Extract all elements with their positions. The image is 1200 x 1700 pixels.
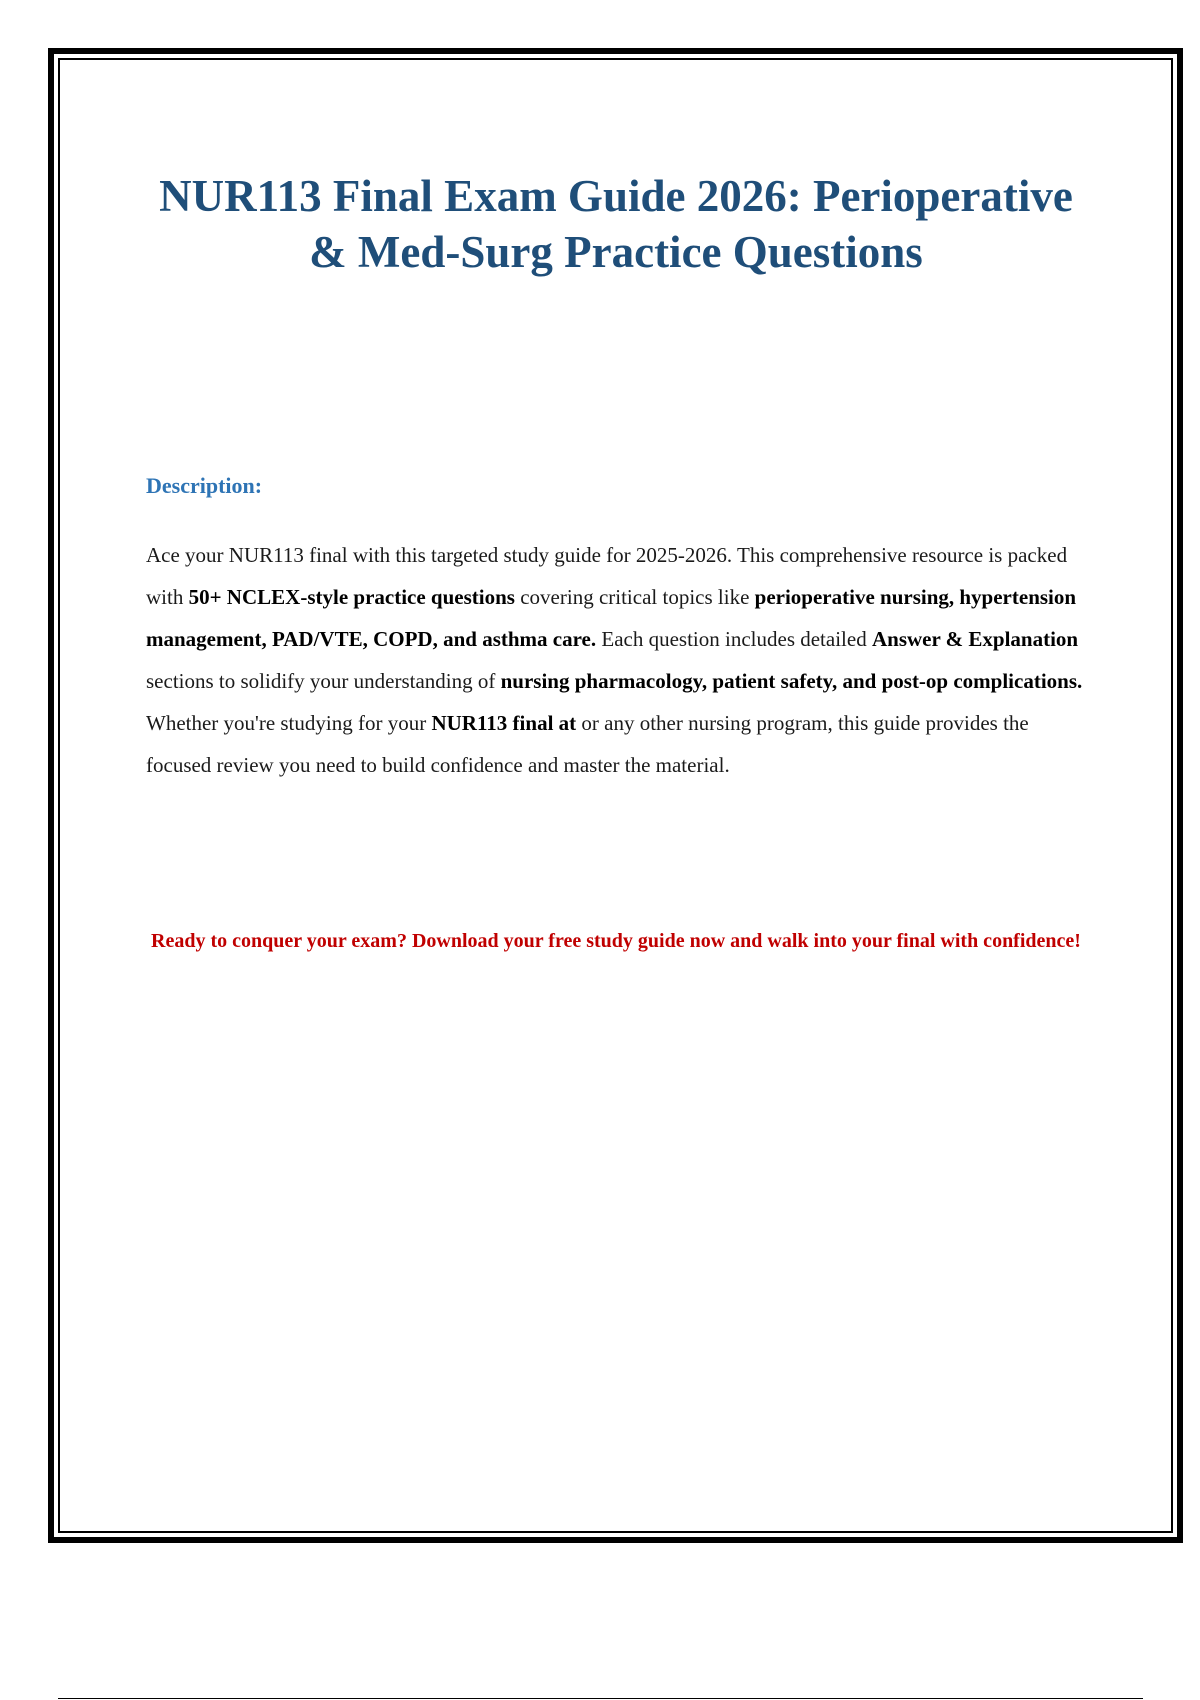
description-text: sections to solidify your understanding of bbox=[146, 669, 501, 693]
document-title: NUR113 Final Exam Guide 2026: Perioperative & Med-Surg Practice Questions bbox=[159, 171, 1073, 277]
description-text: covering critical topics like bbox=[514, 585, 755, 609]
description-highlight: NUR113 final at bbox=[431, 711, 577, 735]
description-highlight: perioperative nursing, hypertension management, PAD/VTE, COPD, and asthma care. bbox=[146, 585, 1077, 651]
description-highlight: nursing pharmacology, patient safety, and post-op complications. bbox=[500, 669, 1083, 693]
description-label: Description: bbox=[146, 473, 263, 498]
description-text: Ace your NUR113 final with this targeted study guide for 2025-2026. This comprehensive resource is packed with bbox=[146, 543, 1068, 609]
call-to-action: Ready to conquer your exam? Download your free study guide now and walk into your final with confidence! bbox=[151, 930, 1081, 952]
description-text: Whether you're studying for your bbox=[146, 711, 432, 735]
description-text: or any other nursing program, this guide provides the focused review you need to build confidence and master the material. bbox=[146, 711, 1029, 777]
description-highlight: Answer & Explanation bbox=[871, 627, 1079, 651]
description-text: Each question includes detailed bbox=[596, 627, 872, 651]
footer-divider bbox=[58, 1698, 1143, 1699]
description-highlight: 50+ NCLEX-style practice questions bbox=[188, 585, 515, 609]
description-paragraph bbox=[146, 534, 1091, 786]
